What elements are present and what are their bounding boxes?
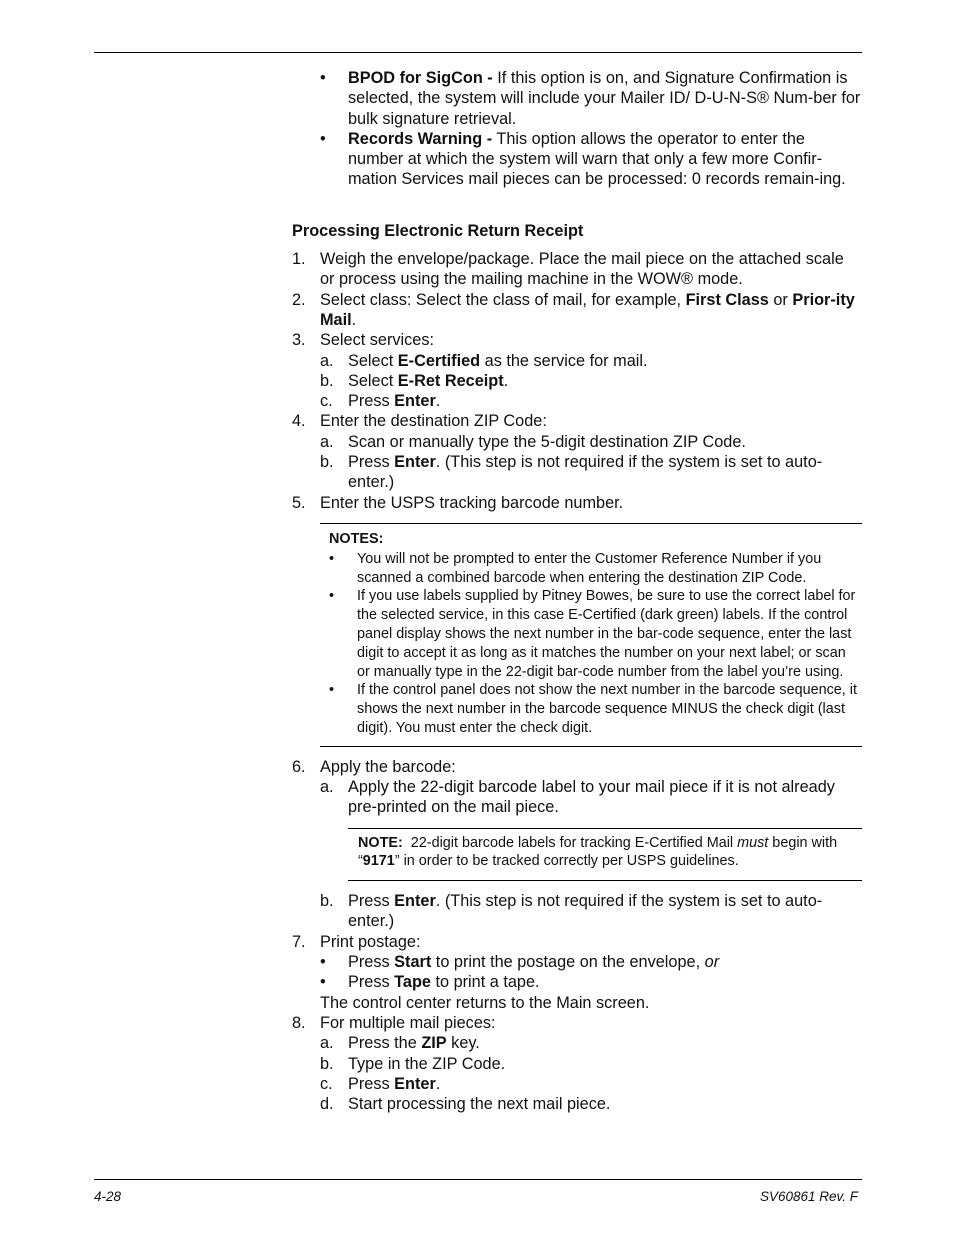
document-id: SV60861 Rev. F [759, 1189, 858, 1204]
step-8b: b. Type in the ZIP Code. [320, 1054, 506, 1073]
step-8c: c. Press Enter. [320, 1074, 441, 1093]
step-2: 2. Select class: Select the class of mail, for example, First Class or Prior-ity Mail. [292, 290, 855, 329]
notes-box [320, 523, 862, 747]
bullet-bpod-sigcon: • BPOD for SigCon - If this option is on, and Signature Confirmation is selected, the system will include your Mailer ID/ D-U-N-S® Num-ber for bulk signature retrieval. [320, 69, 861, 128]
barcode-note: NOTE: 22-digit barcode labels for tracking E-Certified Mail must begin with “9171” in order to be tracked correctly per USPS guidelines. [348, 828, 862, 882]
step-8d: d. Start processing the next mail piece. [320, 1095, 611, 1114]
step-7: 7. Print postage: [292, 932, 421, 951]
step-5: 5. Enter the USPS tracking barcode number. [292, 493, 624, 512]
step-6b: b. Press Enter. (This step is not required if the system is set to auto-enter.) [320, 892, 823, 931]
footer-rule [94, 1179, 862, 1180]
step-3: 3. Select services: [292, 331, 435, 350]
note-item: • You will not be prompted to enter the Customer Reference Number if you scanned a combined barcode when entering the destination ZIP Code. [329, 550, 822, 586]
section-heading: Processing Electronic Return Receipt [292, 221, 584, 240]
page-content [292, 68, 862, 1114]
step-8: 8. For multiple mail pieces: [292, 1013, 496, 1032]
note-item: • If you use labels supplied by Pitney Bowes, be sure to use the correct label for the selected service, in this case E-Certified (dark green) labels. If the control panel display shows the next number in the bar-code sequence, enter the last digit to accept it as long as it matches the number on your next label; or scan or manually type in the 22-digit bar-code number from the label you’re using. [329, 588, 856, 680]
step-7-result: The control center returns to the Main screen. [320, 993, 650, 1012]
step-8a: a. Press the ZIP key. [320, 1034, 480, 1053]
step-3b: b. Select E-Ret Receipt. [320, 371, 509, 390]
bullet-records-warning: • Records Warning - This option allows the operator to enter the number at which the system will warn that only a few more Confir-mation Services mail pieces can be processed: 0 records remain-ing. [320, 129, 846, 189]
step-1: 1. Weigh the envelope/package. Place the mail piece on the attached scale or process using the mailing machine in the WOW® mode. [292, 250, 844, 289]
step-4b: b. Press Enter. (This step is not required if the system is set to auto-enter.) [320, 453, 823, 492]
step-4: 4. Enter the destination ZIP Code: [292, 412, 547, 431]
step-6: 6. Apply the barcode: [292, 757, 456, 776]
step-6a: a. Apply the 22-digit barcode label to your mail piece if it is not already pre-printed on the mail piece. [320, 778, 835, 817]
step-3c: c. Press Enter. [320, 392, 441, 411]
step-7-bullet-tape: • Press Tape to print a tape. [320, 973, 540, 992]
step-4a: a. Scan or manually type the 5-digit destination ZIP Code. [320, 432, 746, 451]
header-rule [94, 52, 862, 53]
step-7-bullet-start: • Press Start to print the postage on the envelope, or [320, 953, 720, 972]
notes-title: NOTES: [329, 530, 384, 547]
step-3a: a. Select E-Certified as the service for mail. [320, 351, 648, 370]
page-number: 4-28 [94, 1189, 122, 1204]
note-item: • If the control panel does not show the next number in the barcode sequence, it shows the next number in the barcode sequence MINUS the check digit (last digit). You must enter the check digit. [329, 682, 857, 736]
